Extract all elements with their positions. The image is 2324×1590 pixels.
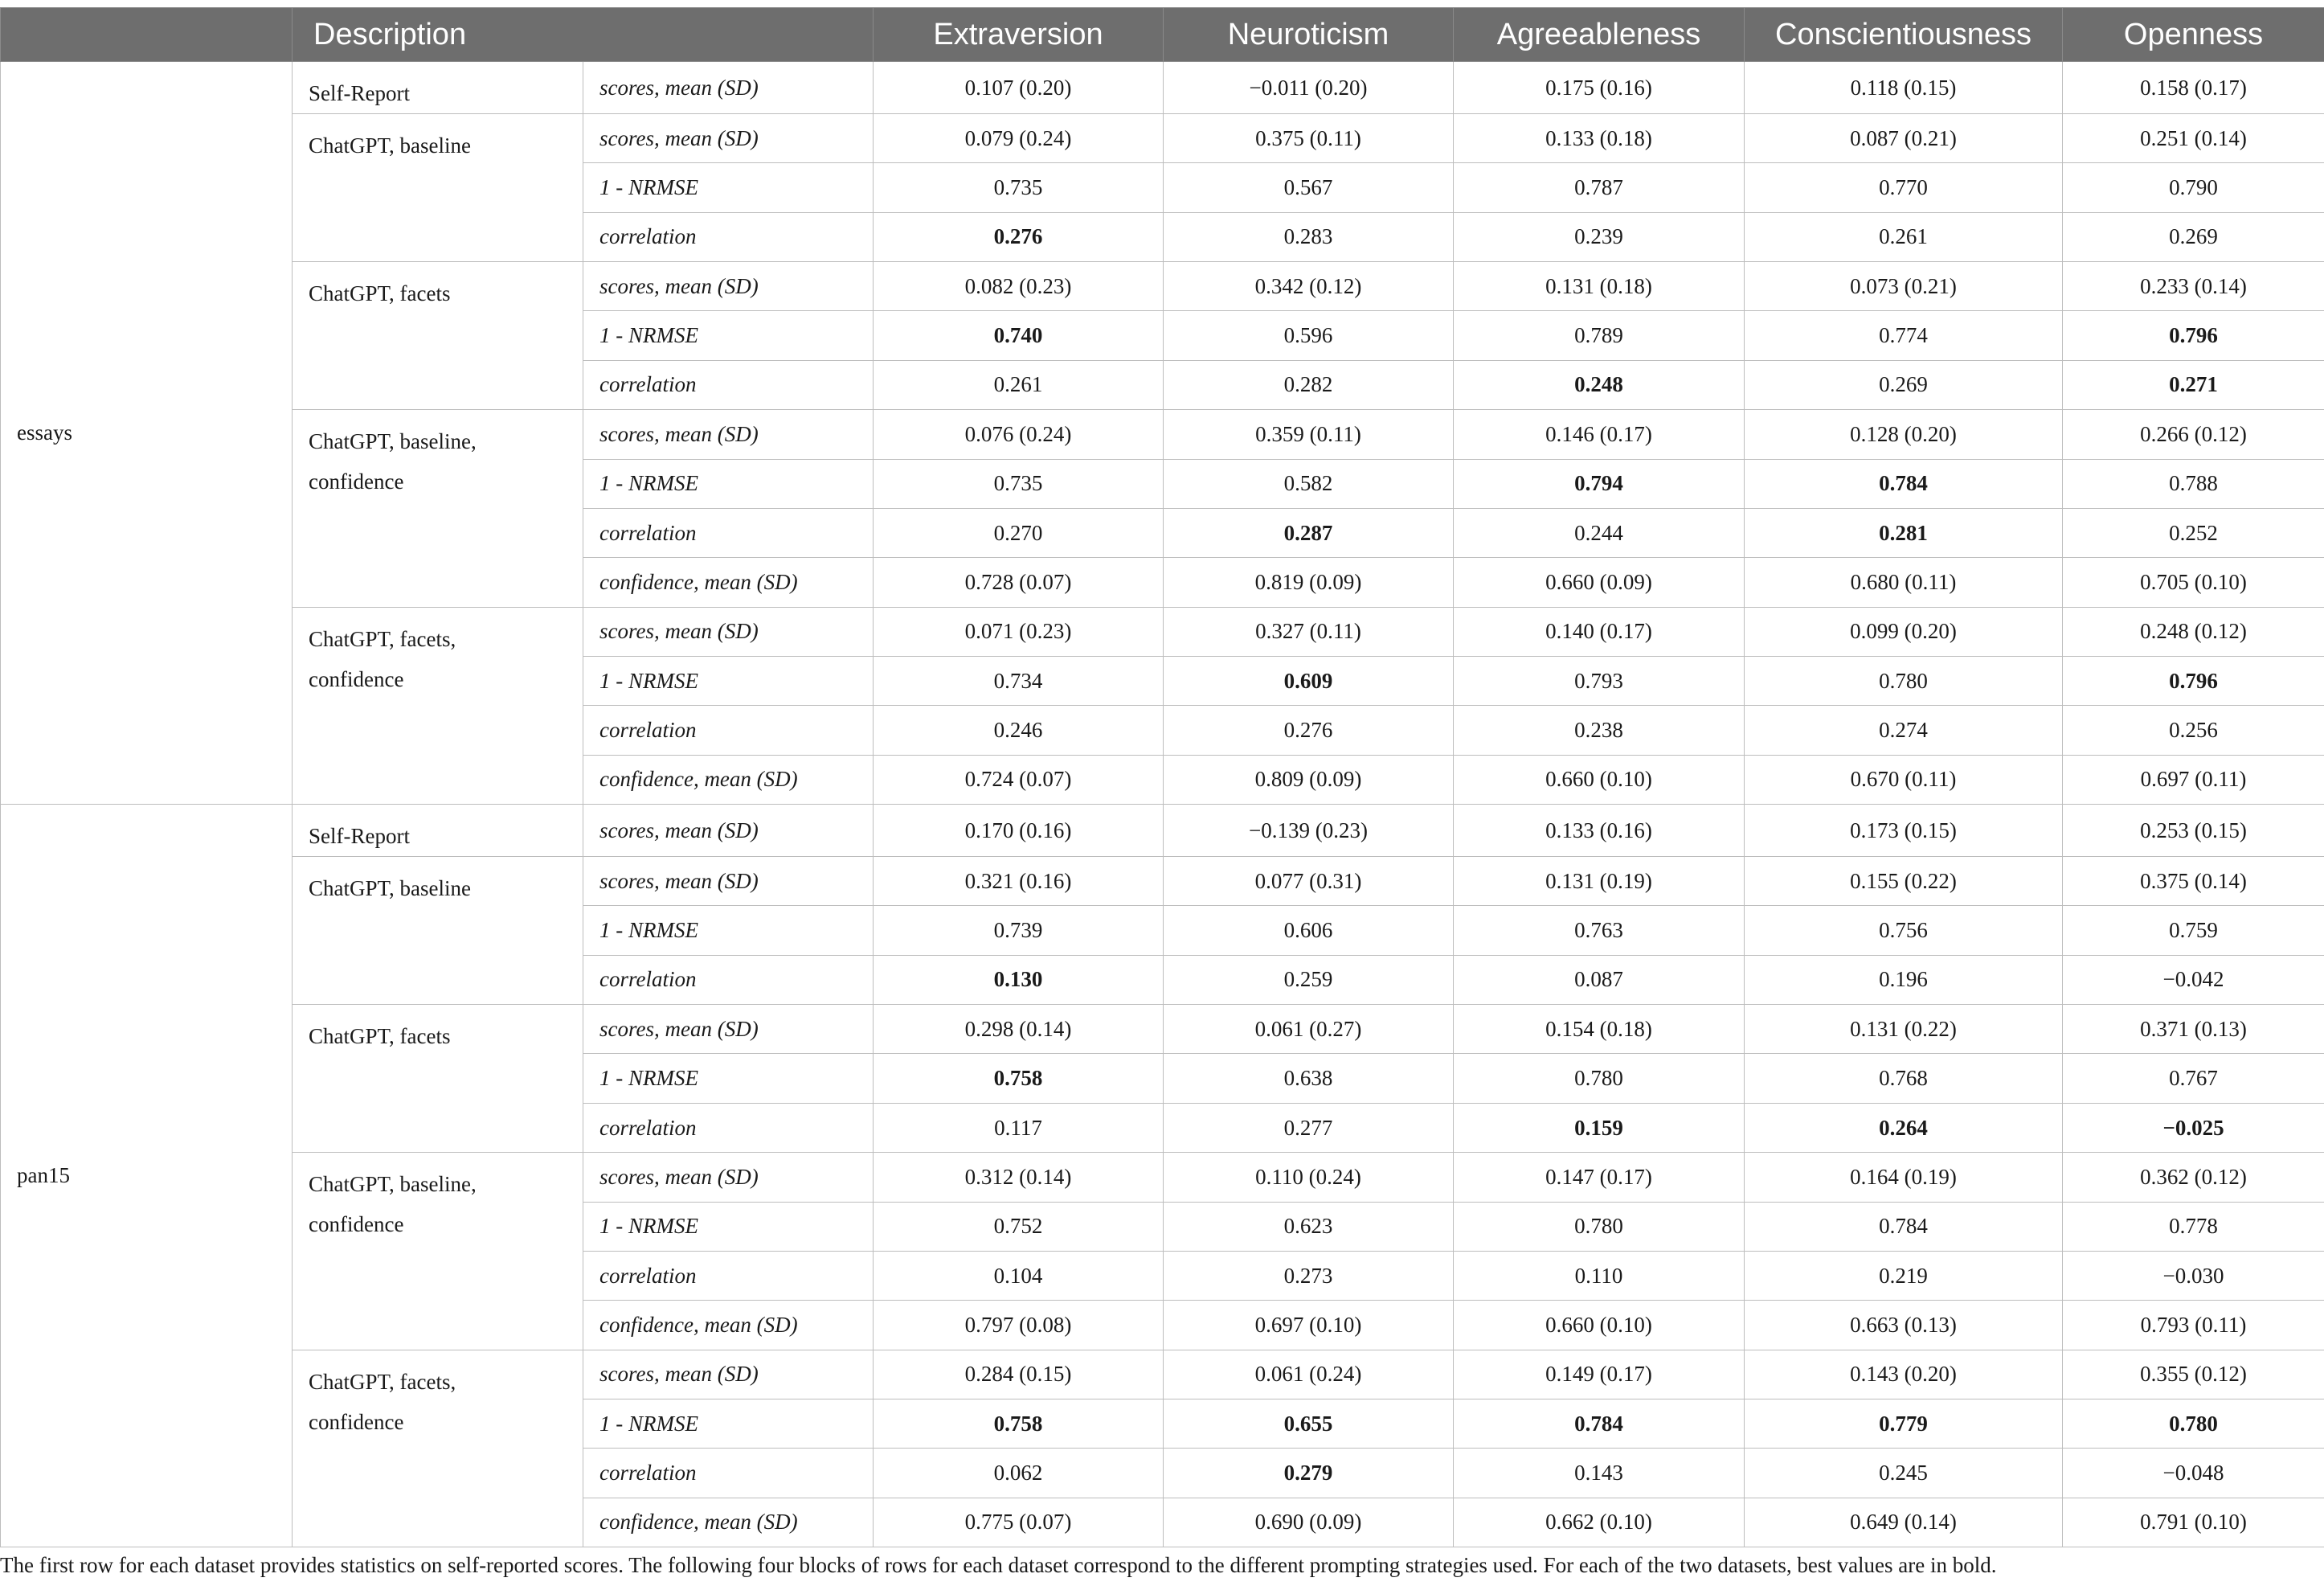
value-cell: 0.690 (0.09) <box>1164 1498 1454 1547</box>
value-cell: 0.609 <box>1164 656 1454 705</box>
value-cell: 0.790 <box>2063 163 2324 212</box>
value-cell: 0.264 <box>1745 1103 2063 1152</box>
value-cell: 0.076 (0.24) <box>874 410 1164 459</box>
value-cell: 0.784 <box>1745 1202 2063 1251</box>
value-cell: 0.758 <box>874 1399 1164 1448</box>
value-cell: 0.248 <box>1454 360 1745 409</box>
value-cell: 0.728 (0.07) <box>874 558 1164 607</box>
value-cell: 0.789 <box>1454 311 1745 360</box>
metric-cell: 1 - NRMSE <box>583 163 874 212</box>
value-cell: 0.110 <box>1454 1251 1745 1300</box>
value-cell: 0.655 <box>1164 1399 1454 1448</box>
value-cell: 0.164 (0.19) <box>1745 1153 2063 1202</box>
value-cell: 0.082 (0.23) <box>874 262 1164 311</box>
table-row <box>1 607 2324 656</box>
value-cell: 0.724 (0.07) <box>874 755 1164 804</box>
value-cell: 0.173 (0.15) <box>1745 805 2063 857</box>
value-cell: 0.261 <box>874 360 1164 409</box>
metric-cell: correlation <box>583 1251 874 1300</box>
value-cell: 0.775 (0.07) <box>874 1498 1164 1547</box>
table-row <box>1 410 2324 459</box>
value-cell: 0.159 <box>1454 1103 1745 1152</box>
metric-cell: correlation <box>583 212 874 261</box>
value-cell: 0.734 <box>874 656 1164 705</box>
value-cell: 0.099 (0.20) <box>1745 607 2063 656</box>
header-extraversion: Extraversion <box>874 8 1164 62</box>
table-row <box>1 1005 2324 1054</box>
value-cell: 0.784 <box>1454 1399 1745 1448</box>
value-cell: 0.697 (0.11) <box>2063 755 2324 804</box>
value-cell: 0.196 <box>1745 955 2063 1004</box>
value-cell: 0.087 <box>1454 955 1745 1004</box>
value-cell: 0.273 <box>1164 1251 1454 1300</box>
value-cell: 0.735 <box>874 163 1164 212</box>
table-caption: The first row for each dataset provides statistics on self-reported scores. The following four blocks of rows for each dataset correspond to the different prompting strategies used. For each of the two datasets, best values are in bold. <box>0 1553 1997 1577</box>
value-cell: 0.756 <box>1745 906 2063 955</box>
value-cell: 0.062 <box>874 1449 1164 1498</box>
value-cell: 0.246 <box>874 706 1164 755</box>
value-cell: 0.670 (0.11) <box>1745 755 2063 804</box>
value-cell: 0.104 <box>874 1251 1164 1300</box>
metric-cell: 1 - NRMSE <box>583 656 874 705</box>
value-cell: −0.011 (0.20) <box>1164 62 1454 114</box>
value-cell: −0.042 <box>2063 955 2324 1004</box>
metric-cell: scores, mean (SD) <box>583 1350 874 1399</box>
value-cell: 0.780 <box>1454 1202 1745 1251</box>
header-openness: Openness <box>2063 8 2324 62</box>
value-cell: 0.796 <box>2063 311 2324 360</box>
value-cell: 0.770 <box>1745 163 2063 212</box>
metric-cell: scores, mean (SD) <box>583 607 874 656</box>
dataset-cell: pan15 <box>1 805 293 1547</box>
value-cell: 0.359 (0.11) <box>1164 410 1454 459</box>
value-cell: 0.276 <box>1164 706 1454 755</box>
value-cell: 0.155 (0.22) <box>1745 857 2063 906</box>
value-cell: 0.752 <box>874 1202 1164 1251</box>
value-cell: 0.146 (0.17) <box>1454 410 1745 459</box>
value-cell: 0.788 <box>2063 459 2324 508</box>
value-cell: 0.796 <box>2063 656 2324 705</box>
metric-cell: scores, mean (SD) <box>583 805 874 857</box>
value-cell: 0.779 <box>1745 1399 2063 1448</box>
value-cell: 0.282 <box>1164 360 1454 409</box>
metric-cell: scores, mean (SD) <box>583 62 874 114</box>
table-row <box>1 262 2324 311</box>
value-cell: 0.252 <box>2063 508 2324 557</box>
metric-cell: scores, mean (SD) <box>583 114 874 163</box>
value-cell: 0.154 (0.18) <box>1454 1005 1745 1054</box>
value-cell: 0.131 (0.18) <box>1454 262 1745 311</box>
value-cell: 0.253 (0.15) <box>2063 805 2324 857</box>
value-cell: 0.277 <box>1164 1103 1454 1152</box>
value-cell: 0.774 <box>1745 311 2063 360</box>
value-cell: 0.705 (0.10) <box>2063 558 2324 607</box>
value-cell: −0.048 <box>2063 1449 2324 1498</box>
value-cell: 0.298 (0.14) <box>874 1005 1164 1054</box>
value-cell: 0.269 <box>1745 360 2063 409</box>
value-cell: 0.143 <box>1454 1449 1745 1498</box>
value-cell: 0.793 <box>1454 656 1745 705</box>
metric-cell: scores, mean (SD) <box>583 857 874 906</box>
header-blank-cell <box>1 8 293 62</box>
value-cell: 0.739 <box>874 906 1164 955</box>
value-cell: 0.371 (0.13) <box>2063 1005 2324 1054</box>
value-cell: 0.623 <box>1164 1202 1454 1251</box>
value-cell: 0.284 (0.15) <box>874 1350 1164 1399</box>
value-cell: 0.281 <box>1745 508 2063 557</box>
value-cell: 0.791 (0.10) <box>2063 1498 2324 1547</box>
value-cell: 0.128 (0.20) <box>1745 410 2063 459</box>
value-cell: 0.735 <box>874 459 1164 508</box>
table-row <box>1 1153 2324 1202</box>
value-cell: 0.130 <box>874 955 1164 1004</box>
metric-cell: correlation <box>583 1103 874 1152</box>
value-cell: 0.118 (0.15) <box>1745 62 2063 114</box>
results-table <box>0 7 2324 1547</box>
metric-cell: correlation <box>583 706 874 755</box>
value-cell: 0.077 (0.31) <box>1164 857 1454 906</box>
value-cell: 0.158 (0.17) <box>2063 62 2324 114</box>
value-cell: 0.256 <box>2063 706 2324 755</box>
value-cell: 0.660 (0.10) <box>1454 1301 1745 1350</box>
value-cell: 0.312 (0.14) <box>874 1153 1164 1202</box>
value-cell: 0.375 (0.14) <box>2063 857 2324 906</box>
value-cell: 0.133 (0.18) <box>1454 114 1745 163</box>
value-cell: 0.787 <box>1454 163 1745 212</box>
method-cell: ChatGPT, facets <box>293 1005 583 1153</box>
value-cell: 0.321 (0.16) <box>874 857 1164 906</box>
value-cell: 0.147 (0.17) <box>1454 1153 1745 1202</box>
method-cell: ChatGPT, baseline <box>293 857 583 1005</box>
value-cell: 0.283 <box>1164 212 1454 261</box>
value-cell: 0.582 <box>1164 459 1454 508</box>
value-cell: 0.819 (0.09) <box>1164 558 1454 607</box>
value-cell: 0.794 <box>1454 459 1745 508</box>
value-cell: 0.784 <box>1745 459 2063 508</box>
value-cell: 0.175 (0.16) <box>1454 62 1745 114</box>
method-cell: ChatGPT, facets, confidence <box>293 607 583 804</box>
value-cell: 0.133 (0.16) <box>1454 805 1745 857</box>
metric-cell: 1 - NRMSE <box>583 906 874 955</box>
value-cell: 0.071 (0.23) <box>874 607 1164 656</box>
metric-cell: 1 - NRMSE <box>583 1202 874 1251</box>
value-cell: 0.327 (0.11) <box>1164 607 1454 656</box>
metric-cell: 1 - NRMSE <box>583 311 874 360</box>
value-cell: 0.107 (0.20) <box>874 62 1164 114</box>
value-cell: 0.342 (0.12) <box>1164 262 1454 311</box>
value-cell: 0.248 (0.12) <box>2063 607 2324 656</box>
value-cell: 0.780 <box>1454 1054 1745 1103</box>
value-cell: 0.287 <box>1164 508 1454 557</box>
value-cell: 0.274 <box>1745 706 2063 755</box>
value-cell: 0.079 (0.24) <box>874 114 1164 163</box>
value-cell: 0.061 (0.24) <box>1164 1350 1454 1399</box>
value-cell: 0.087 (0.21) <box>1745 114 2063 163</box>
value-cell: 0.567 <box>1164 163 1454 212</box>
value-cell: 0.375 (0.11) <box>1164 114 1454 163</box>
method-cell: ChatGPT, baseline, confidence <box>293 410 583 607</box>
method-cell: ChatGPT, facets, confidence <box>293 1350 583 1547</box>
value-cell: 0.660 (0.09) <box>1454 558 1745 607</box>
value-cell: −0.030 <box>2063 1251 2324 1300</box>
header-row <box>1 8 2324 62</box>
metric-cell: confidence, mean (SD) <box>583 1498 874 1547</box>
metric-cell: scores, mean (SD) <box>583 410 874 459</box>
metric-cell: 1 - NRMSE <box>583 459 874 508</box>
value-cell: 0.638 <box>1164 1054 1454 1103</box>
value-cell: 0.271 <box>2063 360 2324 409</box>
method-cell: Self-Report <box>293 62 583 114</box>
value-cell: 0.778 <box>2063 1202 2324 1251</box>
metric-cell: correlation <box>583 360 874 409</box>
value-cell: 0.780 <box>2063 1399 2324 1448</box>
metric-cell: correlation <box>583 1449 874 1498</box>
value-cell: 0.362 (0.12) <box>2063 1153 2324 1202</box>
value-cell: 0.143 (0.20) <box>1745 1350 2063 1399</box>
metric-cell: confidence, mean (SD) <box>583 1301 874 1350</box>
method-cell: ChatGPT, facets <box>293 262 583 410</box>
header-neuroticism: Neuroticism <box>1164 8 1454 62</box>
metric-cell: scores, mean (SD) <box>583 262 874 311</box>
value-cell: 0.073 (0.21) <box>1745 262 2063 311</box>
dataset-cell: essays <box>1 62 293 805</box>
table-row <box>1 805 2324 857</box>
value-cell: 0.763 <box>1454 906 1745 955</box>
method-cell: Self-Report <box>293 805 583 857</box>
value-cell: 0.793 (0.11) <box>2063 1301 2324 1350</box>
value-cell: 0.809 (0.09) <box>1164 755 1454 804</box>
value-cell: 0.279 <box>1164 1449 1454 1498</box>
metric-cell: confidence, mean (SD) <box>583 755 874 804</box>
table-row <box>1 1350 2324 1399</box>
value-cell: 0.110 (0.24) <box>1164 1153 1454 1202</box>
value-cell: 0.697 (0.10) <box>1164 1301 1454 1350</box>
header-conscientiousness: Conscientiousness <box>1745 8 2063 62</box>
metric-cell: scores, mean (SD) <box>583 1153 874 1202</box>
value-cell: 0.768 <box>1745 1054 2063 1103</box>
value-cell: 0.239 <box>1454 212 1745 261</box>
value-cell: 0.251 (0.14) <box>2063 114 2324 163</box>
metric-cell: confidence, mean (SD) <box>583 558 874 607</box>
value-cell: 0.662 (0.10) <box>1454 1498 1745 1547</box>
value-cell: 0.131 (0.19) <box>1454 857 1745 906</box>
value-cell: 0.219 <box>1745 1251 2063 1300</box>
header-description: Description <box>293 8 874 62</box>
table-row <box>1 857 2324 906</box>
header-agreeableness: Agreeableness <box>1454 8 1745 62</box>
value-cell: 0.131 (0.22) <box>1745 1005 2063 1054</box>
value-cell: 0.061 (0.27) <box>1164 1005 1454 1054</box>
metric-cell: correlation <box>583 508 874 557</box>
value-cell: 0.259 <box>1164 955 1454 1004</box>
value-cell: 0.759 <box>2063 906 2324 955</box>
value-cell: −0.139 (0.23) <box>1164 805 1454 857</box>
table-body <box>1 62 2324 1547</box>
value-cell: 0.170 (0.16) <box>874 805 1164 857</box>
value-cell: 0.596 <box>1164 311 1454 360</box>
method-cell: ChatGPT, baseline <box>293 114 583 262</box>
value-cell: 0.269 <box>2063 212 2324 261</box>
value-cell: 0.680 (0.11) <box>1745 558 2063 607</box>
value-cell: 0.266 (0.12) <box>2063 410 2324 459</box>
value-cell: 0.233 (0.14) <box>2063 262 2324 311</box>
value-cell: 0.270 <box>874 508 1164 557</box>
value-cell: 0.758 <box>874 1054 1164 1103</box>
value-cell: 0.238 <box>1454 706 1745 755</box>
metric-cell: 1 - NRMSE <box>583 1054 874 1103</box>
value-cell: 0.797 (0.08) <box>874 1301 1164 1350</box>
table-row <box>1 62 2324 114</box>
value-cell: 0.606 <box>1164 906 1454 955</box>
value-cell: 0.660 (0.10) <box>1454 755 1745 804</box>
metric-cell: 1 - NRMSE <box>583 1399 874 1448</box>
value-cell: 0.767 <box>2063 1054 2324 1103</box>
metric-cell: correlation <box>583 955 874 1004</box>
metric-cell: scores, mean (SD) <box>583 1005 874 1054</box>
value-cell: 0.245 <box>1745 1449 2063 1498</box>
value-cell: −0.025 <box>2063 1103 2324 1152</box>
value-cell: 0.649 (0.14) <box>1745 1498 2063 1547</box>
value-cell: 0.663 (0.13) <box>1745 1301 2063 1350</box>
method-cell: ChatGPT, baseline, confidence <box>293 1153 583 1350</box>
value-cell: 0.780 <box>1745 656 2063 705</box>
value-cell: 0.355 (0.12) <box>2063 1350 2324 1399</box>
value-cell: 0.149 (0.17) <box>1454 1350 1745 1399</box>
value-cell: 0.244 <box>1454 508 1745 557</box>
value-cell: 0.276 <box>874 212 1164 261</box>
table-row <box>1 114 2324 163</box>
value-cell: 0.261 <box>1745 212 2063 261</box>
table-header <box>1 8 2324 62</box>
value-cell: 0.740 <box>874 311 1164 360</box>
value-cell: 0.117 <box>874 1103 1164 1152</box>
value-cell: 0.140 (0.17) <box>1454 607 1745 656</box>
